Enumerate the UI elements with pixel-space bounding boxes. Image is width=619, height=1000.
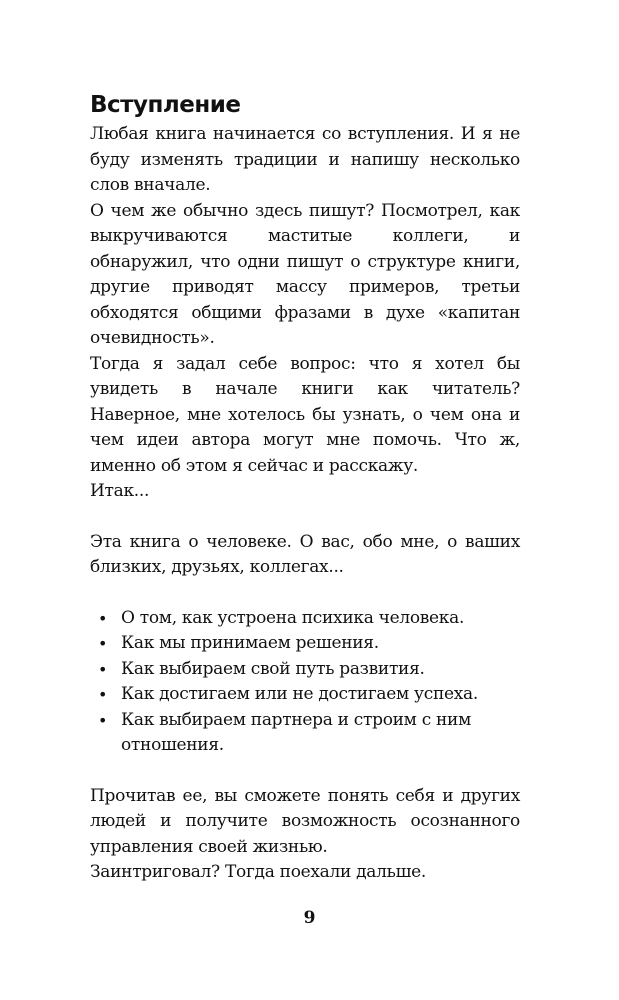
list-item [90, 657, 520, 683]
list-item-text: О том, как устроена психика человека. [121, 607, 465, 628]
paragraph-intrigued: Заинтриговал? Тогда поехали дальше. [90, 862, 426, 882]
list-item [90, 682, 520, 708]
spacer [90, 759, 520, 784]
spacer [90, 505, 520, 530]
paragraph-itak: Итак... [90, 481, 150, 501]
bullet-icon: • [98, 659, 108, 679]
bullet-icon: • [98, 608, 108, 628]
list-item-text: Как выбираем партнера и строим с ним отношения. [121, 709, 472, 755]
paragraph-conclusion: Прочитав ее, вы сможете понять себя и других людей и получите возможность осознанного управления своей жизнью. [90, 785, 520, 857]
paragraph-what-they-write: О чем же обычно здесь пишут? Посмотрел, как выкручиваются маститые коллеги, и обнаружил, что одни пишут о структуре книги, другие приводят массу примеров, третьи обходятся общими фразами в духе «капитан очевидность». [90, 200, 520, 348]
spacer [90, 581, 520, 606]
page-body [90, 88, 520, 886]
list-item [90, 631, 520, 657]
chapter-heading: Вступление [90, 92, 241, 118]
list-item-text: Как выбираем свой путь развития. [121, 658, 425, 679]
paragraph-intro-book: Любая книга начинается со вступления. И я не буду изменять традиции и напишу несколько слов вначале. [90, 124, 520, 195]
list-item-text: Как мы принимаем решения. [121, 633, 379, 653]
bullet-icon: • [98, 634, 108, 653]
page-number: 9 [303, 908, 316, 928]
topics-list [90, 606, 520, 759]
paragraph-question: Тогда я задал себе вопрос: что я хотел бы увидеть в начале книги как читатель? Наверное, мне хотелось бы узнать, о чем она и чем идеи автора могут мне помочь. Что ж, именно об этом я сейчас и расскажу. [90, 353, 520, 476]
bullet-icon: • [98, 685, 108, 704]
list-item [90, 708, 520, 759]
list-item-text: Как достигаем или не достигаем успеха. [121, 684, 478, 704]
paragraph-about-human: Эта книга о человеке. О вас, обо мне, о ваших близких, друзьях, коллегах... [90, 531, 520, 577]
bullet-icon: • [98, 710, 108, 730]
list-item [90, 606, 520, 632]
